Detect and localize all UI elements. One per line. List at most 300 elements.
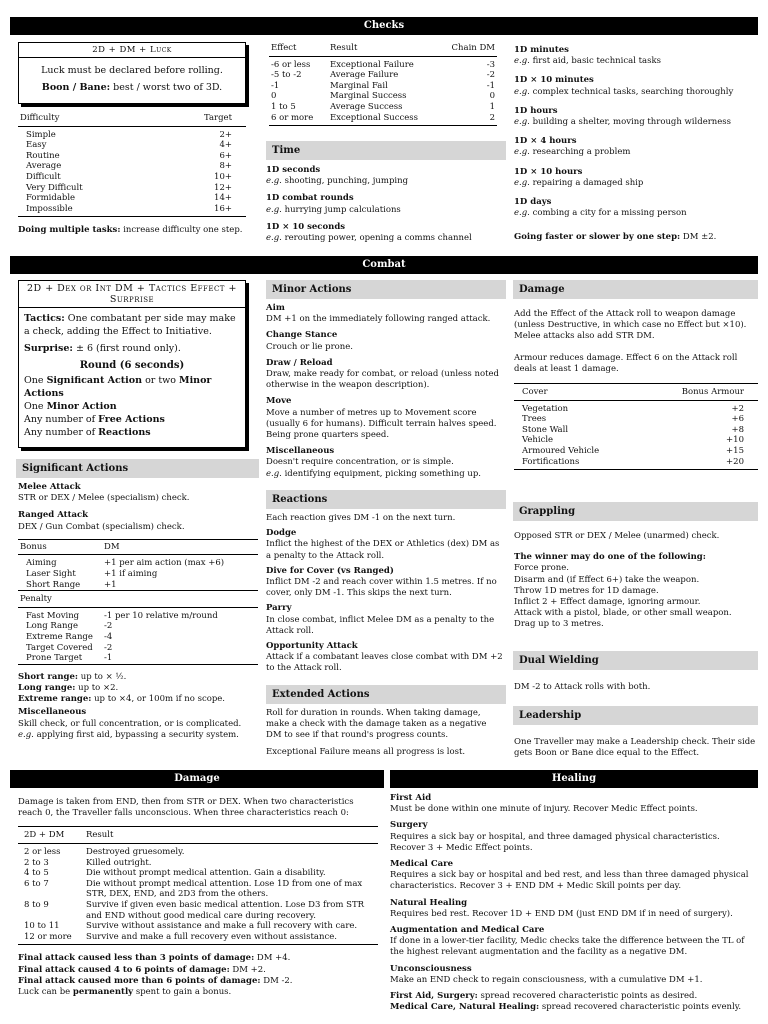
ranged-title: Ranged Attack [18, 510, 89, 521]
leadership-text: One Traveller may make a Leadership check. Their side gets Boon or Bane dice equal to the Effect. [514, 737, 756, 759]
time-example-text: complex technical tasks, searching thoroughly [532, 86, 734, 97]
healing-title: Augmentation and Medical Care [390, 925, 545, 936]
difficulty-row-cell: Formidable [26, 193, 76, 204]
time-example [266, 233, 506, 244]
effect-head: Effect [269, 43, 328, 56]
round-post: or two [142, 375, 180, 386]
effect-row-cell: Exceptional Failure [330, 59, 414, 70]
luck-permanent [18, 987, 378, 998]
effect-row-cell: Marginal Fail [330, 80, 388, 91]
healing-spread [390, 991, 756, 1013]
healing-text: Make an END check to regain consciousness, with a cumulative DM +1. [390, 974, 703, 985]
boon-text: best / worst two of 3D. [113, 82, 223, 94]
luck-bold: permanently [72, 986, 134, 997]
minor-action [266, 358, 504, 392]
difficulty-row-cell: 12+ [214, 182, 232, 193]
table-end-cell [18, 664, 258, 666]
healing-item [390, 793, 756, 815]
range-label: Long range: [18, 682, 76, 693]
penalty-row-cell: Prone Target [26, 653, 83, 664]
difficulty-row-cell: 4+ [219, 140, 232, 151]
cover-row-cell: +15 [726, 445, 744, 456]
cover-row-cell: Vehicle [522, 435, 554, 446]
reaction [266, 566, 504, 600]
round-pre: One [24, 375, 47, 386]
minor-action-title: Draw / Reload [266, 357, 333, 368]
penalty-row-cell: -1 [104, 653, 113, 664]
healing-item [390, 859, 756, 893]
round-line [24, 413, 240, 426]
healing-item [390, 925, 756, 959]
range-line [18, 683, 258, 694]
time-example [514, 147, 758, 158]
penalty-row-cell: -2 [104, 621, 113, 632]
minor-action [266, 446, 504, 480]
dual-text: DM -2 to Attack rolls with both. [514, 682, 651, 692]
significant-section: Significant Actions [16, 459, 259, 478]
time-example-text: researching a problem [532, 147, 631, 158]
final-attack-dm: DM +4. [256, 953, 291, 964]
extended-block [266, 708, 504, 758]
cover-row-cell: Fortifications [522, 456, 580, 467]
cover-row-cell: +2 [731, 403, 744, 414]
effect-table-wrap [269, 43, 497, 126]
surprise-text: ± 6 (first round only). [75, 343, 181, 354]
effect-row-cell: -2 [486, 70, 495, 81]
time-label: 1D × 4 hours [514, 136, 577, 147]
cover-row [514, 425, 758, 436]
difficulty-row-cell: Difficult [26, 171, 61, 182]
round-line [24, 426, 240, 439]
damage-row-cell: 10 to 11 [24, 921, 60, 932]
round-bold: Minor Action [46, 401, 117, 412]
penalty-row [18, 643, 258, 654]
effect-row-cell: Average Success [330, 101, 403, 112]
healing-text: Requires bed rest. Recover 1D + END DM (just END DM if in need of surgery). [390, 908, 733, 919]
boon-bane [19, 82, 245, 93]
cover-row-cell: Vegetation [522, 403, 569, 414]
penalty-head-row [18, 591, 258, 608]
healing-item [390, 964, 756, 986]
effect-row [269, 102, 497, 113]
eg-prefix: e.g. [266, 176, 282, 187]
winner-option: Throw 1D metres for 1D damage. [514, 585, 659, 596]
time-section: Time [266, 141, 506, 160]
luck-note: Luck must be declared before rolling. [41, 65, 223, 76]
winner-option: Attack with a pistol, blade, or other small weapon. [514, 608, 732, 619]
difficulty-row-cell: 10+ [214, 171, 232, 182]
damage-row [18, 844, 378, 858]
tactics-label: Tactics: [24, 313, 65, 324]
effect-row [269, 113, 497, 124]
range-text: up to × ½. [80, 671, 127, 682]
table-end [18, 664, 258, 666]
time-example [266, 205, 506, 216]
grappling-block [514, 531, 758, 631]
significant-actions [18, 482, 258, 741]
healing-title: Surgery [390, 820, 428, 831]
time-item [266, 165, 506, 187]
eg-prefix: e.g. [266, 204, 282, 215]
time-example-text: repairing a damaged ship [532, 177, 644, 188]
minor-eg-text: identifying equipment, picking something up. [284, 468, 481, 479]
minor-section: Minor Actions [266, 280, 506, 299]
combat-formula: 2D + Dex or Int DM + Tactics Effect + Surprise [19, 281, 245, 308]
difficulty-row [18, 151, 246, 162]
final-attack-label: Final attack caused 4 to 6 points of damage: [18, 964, 230, 975]
eg-prefix: e.g. [514, 86, 530, 97]
time-label: 1D seconds [266, 165, 321, 175]
bonus-row-cell: Laser Sight [26, 569, 76, 579]
penalty-row-cell: Fast Moving [26, 610, 80, 621]
damage-section: Damage [513, 280, 758, 299]
time-item [266, 193, 506, 215]
difficulty-row [18, 183, 246, 194]
faster-text: DM ±2. [682, 232, 717, 242]
minor-action-title: Change Stance [266, 330, 338, 341]
time-example-text: building a shelter, moving through wilderness [532, 117, 732, 128]
bonus-dm-head: DM [102, 539, 258, 555]
bonus-row-cell: +1 if aiming [104, 569, 158, 579]
time-example [514, 87, 758, 98]
difficulty-row-cell: Routine [26, 150, 60, 161]
reactions-intro: Each reaction gives DM -1 on the next turn. [266, 513, 456, 523]
healing-text: Must be done within one minute of injury. Recover Medic Effect points. [390, 804, 698, 815]
penalty-row-cell: Target Covered [26, 642, 93, 653]
penalty-row [18, 621, 258, 632]
effect-row-cell: -1 [486, 80, 495, 91]
grapple-text: Opposed STR or DEX / Melee (unarmed) check. [514, 531, 720, 541]
difficulty-row [18, 172, 246, 183]
ranges [18, 672, 258, 706]
time-example [266, 176, 506, 187]
surprise-label: Surprise: [24, 343, 73, 354]
healing-title: First Aid [390, 793, 432, 803]
eg-prefix: e.g. [514, 117, 530, 128]
time-item [514, 106, 758, 128]
effect-row [269, 70, 497, 81]
time-example [514, 178, 758, 189]
extended-text-2: Exceptional Failure means all progress is lost. [266, 746, 466, 757]
time-item [514, 136, 758, 158]
damage-row [18, 932, 378, 943]
cover-row [514, 400, 758, 414]
difficulty-row-cell: Easy [26, 140, 47, 151]
damage-result-head: Result [84, 827, 378, 844]
difficulty-head: Difficulty [18, 113, 155, 126]
melee-title: Melee Attack [18, 482, 81, 492]
cover-row [514, 446, 758, 457]
reactions-list [266, 528, 504, 674]
difficulty-row-cell: 6+ [219, 150, 232, 161]
difficulty-row-cell: 16+ [214, 203, 232, 214]
damage-roll-head: 2D + DM [18, 827, 84, 844]
checks-formula: 2D + DM + Luck [19, 43, 245, 58]
result-head: Result [328, 43, 439, 56]
healing-list [390, 793, 756, 986]
effect-row-cell: 0 [489, 91, 495, 102]
time-item [514, 197, 758, 219]
time-list [266, 165, 506, 250]
winner-option: Disarm and (if Effect 6+) take the weapon. [514, 574, 700, 585]
damage-intro: Damage is taken from END, then from STR or DEX. When two characteristics reach 0, the Traveller falls unconscious. When three characteristics reach 0: [18, 797, 354, 819]
minor-action [266, 396, 504, 441]
penalty-row [18, 607, 258, 621]
misc-text: Skill check, or full concentration, or is complicated. [18, 718, 242, 729]
cover-row [514, 414, 758, 425]
eg-prefix: e.g. [514, 56, 530, 67]
winner-title: The winner may do one of the following: [514, 552, 706, 563]
minor-action-text: DM +1 on the immediately following ranged attack. [266, 314, 491, 325]
difficulty-row-cell: Very Difficult [26, 182, 83, 193]
eg-prefix: e.g. [18, 729, 34, 740]
penalty-row [18, 653, 258, 664]
damage-row [18, 921, 378, 932]
time-example [514, 208, 758, 219]
surprise [19, 338, 245, 355]
damage-row-cell: Die without prompt medical attention. Lose 1D from one of max STR, DEX, END, and 2D3 from the others. [86, 878, 363, 900]
minor-action [266, 303, 504, 325]
time-example [514, 117, 758, 128]
difficulty-row [18, 204, 246, 215]
healing-title: Unconsciousness [390, 963, 472, 974]
target-head: Target [155, 113, 246, 126]
minor-action-text: Doesn't require concentration, or is simple. [266, 457, 454, 468]
dual-section: Dual Wielding [513, 651, 758, 670]
penalty-row-cell: -1 per 10 relative m/round [104, 610, 218, 621]
tactics [19, 308, 245, 338]
time-example-text: combing a city for a missing person [532, 208, 687, 219]
round-bold: Free Actions [98, 414, 165, 425]
luck-formula-box [18, 42, 246, 104]
divider [269, 125, 497, 126]
spread-label: Medical Care, Natural Healing: [390, 1002, 540, 1013]
time-label: 1D × 10 minutes [514, 75, 594, 86]
spread-line [390, 1002, 756, 1013]
healing-text: If done in a lower-tier facility, Medic checks take the difference between the TL of the highest relevant augmentation and the facility as a negative DM. [390, 936, 745, 958]
combat-bar: Combat [10, 256, 758, 274]
cover-row-cell: +10 [726, 435, 744, 446]
healing-bar: Healing [390, 770, 758, 788]
time-list-2 [514, 45, 758, 227]
effect-row-cell: -5 to -2 [271, 70, 302, 81]
difficulty-table-wrap [18, 113, 246, 237]
final-attack-label: Final attack caused less than 3 points of damage: [18, 953, 255, 964]
leadership-section: Leadership [513, 706, 758, 725]
damage-row-cell: Killed outright. [86, 857, 152, 868]
minor-action-text: Draw, make ready for combat, or reload (unless noted otherwise in the weapon description). [266, 369, 499, 391]
round-pre: Any number of [24, 414, 99, 425]
time-example-text: shooting, punching, jumping [284, 176, 409, 187]
damage-row-cell: Survive if given even basic medical attention. Lose D3 from STR and END without good medical care during recovery. [86, 899, 365, 921]
final-attack-dm: DM +2. [232, 964, 266, 975]
round-line [24, 400, 240, 413]
grappling-section: Grappling [513, 502, 758, 521]
range-text: up to ×2. [78, 682, 119, 693]
reaction-title: Parry [266, 603, 292, 614]
bonus-row-cell: Aiming [26, 558, 57, 569]
time-example-text: hurrying jump calculations [284, 204, 401, 215]
reaction [266, 528, 504, 562]
multiple-tasks [18, 225, 246, 236]
difficulty-row-cell: 8+ [219, 161, 232, 172]
round-lines [19, 371, 245, 439]
effect-row-cell: 1 [489, 101, 495, 112]
minor-list [266, 303, 504, 485]
round-bold: Significant Action [46, 375, 143, 386]
time-item [266, 222, 506, 244]
healing-item [390, 898, 756, 920]
cover-row-cell: +20 [726, 456, 744, 467]
effect-row-cell: 6 or more [271, 112, 314, 123]
armour-text: Armour reduces damage. Effect 6 on the Attack roll deals at least 1 damage. [514, 352, 738, 374]
damage-row [18, 900, 378, 921]
effect-row-cell: Exceptional Success [330, 112, 419, 123]
reaction-title: Opportunity Attack [266, 641, 358, 652]
effect-row-cell: -6 or less [271, 59, 311, 70]
reaction-title: Dive for Cover (vs Ranged) [266, 565, 394, 576]
difficulty-table [18, 113, 246, 214]
cover-table [514, 383, 758, 467]
damage-row-cell: 2 to 3 [24, 857, 49, 868]
damage-final [18, 953, 378, 987]
bonus-head: Bonus [18, 539, 102, 555]
damage-row-cell: 6 to 7 [24, 878, 49, 889]
time-label: 1D × 10 seconds [266, 221, 346, 232]
effect-row-cell: Average Failure [330, 70, 399, 81]
cover-row-cell: +6 [731, 414, 744, 425]
healing-item [390, 820, 756, 854]
minor-action [266, 330, 504, 352]
damage-block [514, 309, 758, 470]
healing-title: Natural Healing [390, 897, 468, 908]
damage-row-cell: Destroyed gruesomely. [86, 847, 185, 857]
tactics-text: One combatant per side may make a check, adding the Effect to Initiative. [24, 313, 236, 337]
penalty-row [18, 632, 258, 643]
bonus-row-cell: +1 [104, 579, 117, 590]
eg-prefix: e.g. [266, 233, 282, 244]
multiple-text: increase difficulty one step. [123, 225, 243, 236]
chain-head: Chain DM [439, 43, 497, 56]
reaction-title: Dodge [266, 528, 297, 539]
difficulty-row-cell: Impossible [26, 203, 73, 214]
faster-slower [514, 232, 758, 243]
spread-text: spread recovered characteristic points evenly. [541, 1002, 742, 1013]
healing-title: Medical Care [390, 859, 454, 870]
effect-row-cell: -1 [271, 80, 280, 91]
difficulty-row-cell: 14+ [214, 193, 232, 204]
round-title: Round (6 seconds) [79, 360, 185, 371]
time-example [514, 56, 758, 67]
bonus-row [18, 580, 258, 591]
range-label: Short range: [18, 671, 79, 682]
reaction-text: Inflict DM -2 and reach cover within 1.5 metres. If no cover, only DM -1. This skips the next turn. [266, 577, 497, 599]
winner-option: Force prone. [514, 563, 569, 574]
minor-action-text: Move a number of metres up to Movement score (usually 6 for humans). Difficult terrain halves speed. Being prone quarters speed. [266, 407, 497, 441]
cover-row-cell: Armoured Vehicle [522, 445, 600, 456]
reactions-section: Reactions [266, 490, 506, 509]
round-bold-2: Minor Actions [24, 375, 212, 399]
damage-row-cell: 2 or less [24, 847, 61, 857]
healing-text: Requires a sick bay or hospital and bed rest, and less than three damaged physical characteristics. Recover 3 + END DM + Medic Skill points per day. [390, 870, 749, 892]
penalty-row-cell: Long Range [26, 621, 78, 632]
difficulty-row [18, 140, 246, 151]
misc-title: Miscellaneous [18, 707, 87, 718]
penalty-row-cell: -2 [104, 642, 113, 653]
damage-row-cell: Die without prompt medical attention. Gain a disability. [86, 868, 326, 879]
difficulty-row-cell: 2+ [219, 129, 232, 140]
bonus-row [18, 555, 258, 569]
damage-row-cell: Survive without assistance and make a full recovery with care. [86, 921, 358, 932]
extended-text: Roll for duration in rounds. When taking damage, make a check with the damage taken as a negative DM to see if that round's progress counts. [266, 708, 487, 741]
final-attack-line [18, 976, 378, 987]
difficulty-row [18, 193, 246, 204]
effect-row-cell: Marginal Success [330, 91, 407, 102]
minor-action-title: Miscellaneous [266, 446, 335, 457]
eg-prefix: e.g. [514, 147, 530, 158]
difficulty-row-cell: Simple [26, 129, 56, 140]
luck-post: spent to gain a bonus. [133, 986, 232, 997]
cover-head: Cover [514, 384, 643, 401]
difficulty-row-cell: Average [26, 161, 62, 172]
range-text: up to ×4, or 100m if no scope. [94, 694, 226, 705]
cover-row [514, 435, 758, 446]
final-attack-dm: DM -2. [263, 975, 293, 986]
faster-label: Going faster or slower by one step: [514, 232, 681, 242]
effect-row [269, 91, 497, 102]
boon-label: Boon / Bane: [41, 82, 111, 94]
final-attack-line [18, 965, 378, 976]
effect-row-cell: -3 [486, 59, 495, 70]
difficulty-row [18, 126, 246, 140]
reaction-text: In close combat, inflict Melee DM as a penalty to the Attack roll. [266, 614, 495, 636]
time-label: 1D days [514, 197, 552, 208]
time-example-text: rerouting power, opening a comms channel [284, 233, 472, 244]
effect-table [269, 43, 497, 123]
bonus-row [18, 569, 258, 580]
cover-row-cell: Stone Wall [522, 424, 569, 435]
time-example-text: first aid, basic technical tasks [532, 56, 661, 67]
time-label: 1D combat rounds [266, 193, 354, 204]
time-label: 1D hours [514, 105, 558, 116]
round-pre: Any number of [24, 427, 99, 438]
ranged-text: DEX / Gun Combat (specialism) check. [18, 521, 185, 532]
final-attack-line [18, 953, 378, 964]
damage-row-cell: 4 to 5 [24, 868, 49, 879]
bonus-table [18, 539, 258, 666]
damage-row-cell: 8 to 9 [24, 899, 49, 910]
damage-text: Add the Effect of the Attack roll to weapon damage (unless Destructive, in which case no Effect but ×10). Melee attacks also add STR DM. [514, 309, 747, 342]
winner-option: Inflict 2 + Effect damage, ignoring armour. [514, 597, 701, 608]
eg-prefix: e.g. [266, 468, 282, 479]
healing-main [390, 793, 756, 1013]
extended-section: Extended Actions [266, 685, 506, 704]
damage-row-cell: 12 or more [24, 931, 72, 942]
misc-eg-text: applying first aid, bypassing a security system. [36, 729, 239, 740]
time-item [514, 167, 758, 189]
effect-row-cell: 2 [489, 112, 495, 123]
damage-table [18, 826, 378, 942]
effect-row [269, 81, 497, 92]
damage-main [18, 797, 378, 998]
range-label: Extreme range: [18, 694, 92, 705]
range-line [18, 694, 258, 705]
effect-row-cell: 1 to 5 [271, 101, 296, 112]
time-label: 1D × 10 hours [514, 166, 583, 177]
penalty-row-cell: Extreme Range [26, 631, 93, 642]
damage-row-cell: Survive and make a full recovery even without assistance. [86, 931, 337, 942]
spread-label: First Aid, Surgery: [390, 991, 478, 1002]
